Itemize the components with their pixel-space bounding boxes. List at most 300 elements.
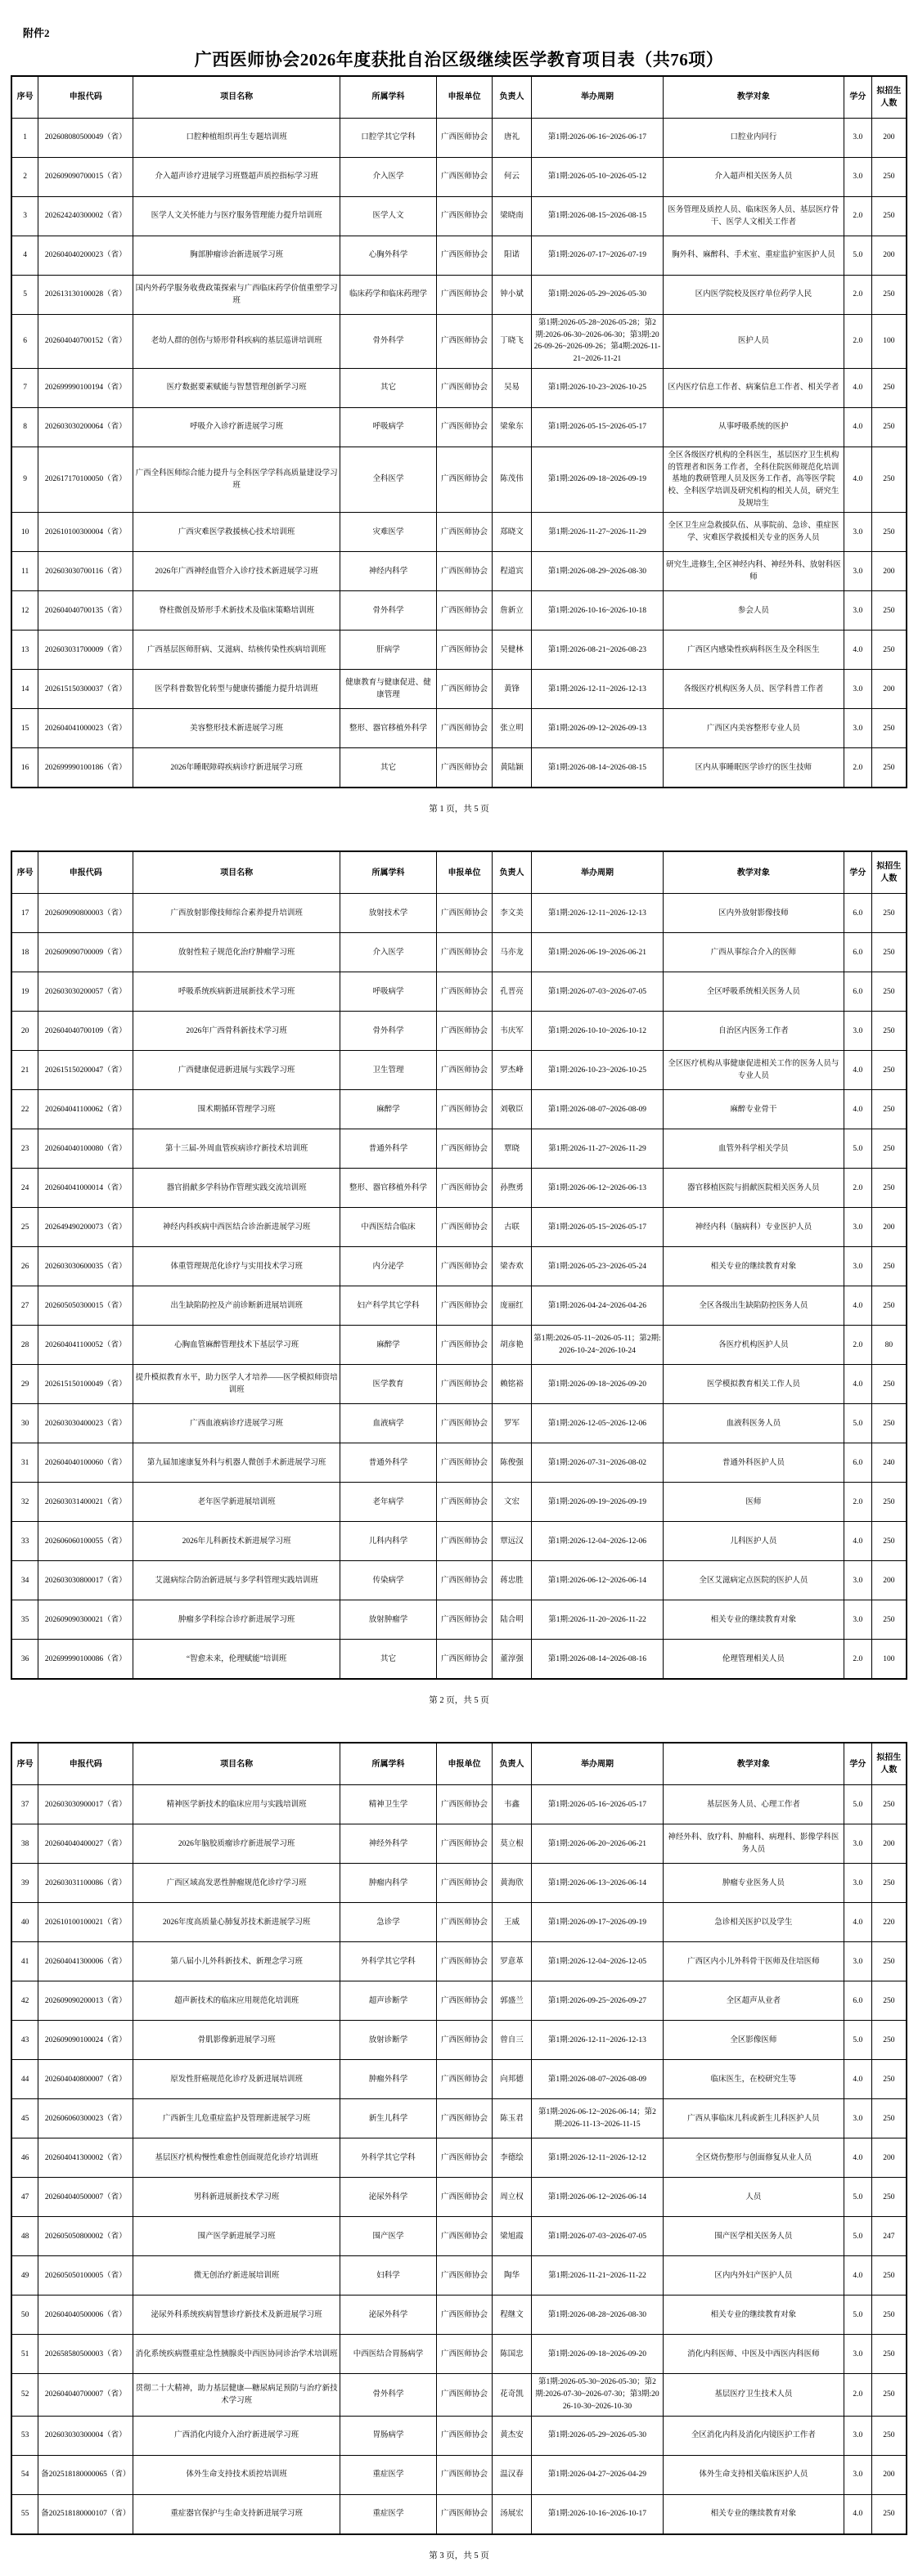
cell-discipline: 新生儿科学: [340, 2099, 436, 2138]
cell-audience: 体外生命支持相关临床医护人员: [663, 2455, 844, 2494]
cell-period: 第1期:2026-11-20~2026-11-22: [532, 1600, 664, 1640]
cell-discipline: 放射技术学: [340, 894, 436, 933]
cell-enrollment: 250: [871, 2416, 907, 2455]
cell-credits: 5.0: [844, 2296, 871, 2335]
table-row: [11, 1483, 907, 1522]
cell-discipline: 超声诊断学: [340, 1981, 436, 2021]
table-row: [11, 1942, 907, 1981]
cell-period: 第1期:2026-08-28~2026-08-30: [532, 2296, 664, 2335]
cell-unit: 广西医师协会: [437, 2494, 493, 2534]
cell-leader: 陶华: [492, 2256, 531, 2296]
cell-no: 29: [11, 1365, 38, 1404]
cell-credits: 3.0: [844, 1247, 871, 1286]
cell-credits: 3.0: [844, 1561, 871, 1600]
cell-unit: 广西医师协会: [437, 236, 493, 276]
page-footer-1: 第 1 页，共 5 页: [429, 805, 489, 815]
cell-name: 精神医学新技术的临床应用与实践培训班: [133, 1785, 340, 1824]
cell-period: 第1期:2026-08-15~2026-08-15: [532, 197, 664, 236]
cell-leader: 梁象东: [492, 407, 531, 447]
cell-code: 202610100100021（省）: [38, 1903, 133, 1942]
cell-no: 40: [11, 1903, 38, 1942]
cell-unit: 广西医师协会: [437, 2416, 493, 2455]
cell-unit: 广西医师协会: [437, 197, 493, 236]
cell-discipline: 老年病学: [340, 1483, 436, 1522]
cell-credits: 3.0: [844, 670, 871, 709]
cell-credits: 2.0: [844, 2374, 871, 2416]
cell-period: 第1期:2026-09-18~2026-09-20: [532, 2335, 664, 2374]
cell-period: 第1期:2026-09-17~2026-09-19: [532, 1903, 664, 1942]
page-block-3: [0, 1742, 918, 2560]
cell-audience: 广西区内感染性疾病科医生及全科医生: [663, 631, 844, 670]
page-block-1: [0, 75, 918, 815]
cell-no: 41: [11, 1942, 38, 1981]
cell-enrollment: 250: [871, 407, 907, 447]
table-row: [11, 2021, 907, 2060]
cell-discipline: 重症医学: [340, 2494, 436, 2534]
cell-credits: 4.0: [844, 631, 871, 670]
cell-audience: 全区卫生应急救援队伍、从事院前、急诊、重症医学、灾难医学救援相关专业的医务人员: [663, 513, 844, 552]
table-row: [11, 1640, 907, 1680]
cell-discipline: 血液病学: [340, 1404, 436, 1443]
cell-period: 第1期:2026-06-13~2026-06-14: [532, 1864, 664, 1903]
cell-code: 202603030700116（省）: [38, 552, 133, 591]
cell-no: 26: [11, 1247, 38, 1286]
cell-enrollment: 250: [871, 158, 907, 197]
cell-enrollment: 250: [871, 1404, 907, 1443]
cell-credits: 2.0: [844, 1483, 871, 1522]
table-row: [11, 2217, 907, 2256]
cell-period: 第1期:2026-06-12~2026-06-14: [532, 1561, 664, 1600]
cell-unit: 广西医师协会: [437, 1404, 493, 1443]
cell-no: 31: [11, 1443, 38, 1483]
cell-credits: 3.0: [844, 552, 871, 591]
cell-name: 呼吸介入诊疗新进展学习班: [133, 407, 340, 447]
cell-name: 国内外药学服务收费政策探索与广西临床药学价值重塑学习班: [133, 276, 340, 315]
cell-discipline: 重症医学: [340, 2455, 436, 2494]
cell-leader: 古联: [492, 1208, 531, 1247]
cell-discipline: 内分泌学: [340, 1247, 436, 1286]
cell-enrollment: 200: [871, 670, 907, 709]
cell-audience: 区内外放射影像技师: [663, 894, 844, 933]
cell-leader: 程道宾: [492, 552, 531, 591]
cell-credits: 5.0: [844, 1404, 871, 1443]
cell-no: 18: [11, 933, 38, 972]
cell-credits: 5.0: [844, 2021, 871, 2060]
cell-enrollment: 250: [871, 1365, 907, 1404]
cell-credits: 3.0: [844, 2455, 871, 2494]
cell-credits: 4.0: [844, 2494, 871, 2534]
cell-code: 202604041100052（省）: [38, 1326, 133, 1365]
col-header-discipline: 所属学科: [340, 76, 436, 119]
cell-enrollment: 250: [871, 2099, 907, 2138]
cell-leader: 陆合明: [492, 1600, 531, 1640]
cell-audience: 研究生,进修生,全区神经内科、神经外科、放射科医师: [663, 552, 844, 591]
table-row: [11, 1169, 907, 1208]
col-header-no: 序号: [11, 76, 38, 119]
cell-unit: 广西医师协会: [437, 1522, 493, 1561]
cell-leader: 汤展宏: [492, 2494, 531, 2534]
table-row: [11, 276, 907, 315]
cell-period: 第1期:2026-05-10~2026-05-12: [532, 158, 664, 197]
cell-unit: 广西医师协会: [437, 1129, 493, 1169]
cell-discipline: 临床药学和临床药理学: [340, 276, 436, 315]
cell-code: 202658580500003（省）: [38, 2335, 133, 2374]
col-header-name: 项目名称: [133, 1743, 340, 1785]
cell-enrollment: 250: [871, 447, 907, 513]
cell-discipline: 灾难医学: [340, 513, 436, 552]
cell-credits: 2.0: [844, 1169, 871, 1208]
table-row: [11, 709, 907, 748]
cell-unit: 广西医师协会: [437, 670, 493, 709]
table-header-row: [11, 851, 907, 894]
cell-leader: 梁晓南: [492, 197, 531, 236]
cell-leader: 吴易: [492, 368, 531, 407]
cell-period: 第1期:2026-07-31~2026-08-02: [532, 1443, 664, 1483]
table-row: [11, 933, 907, 972]
cell-no: 1: [11, 119, 38, 158]
cell-code: 202604040100060（省）: [38, 1443, 133, 1483]
cell-period: 第1期:2026-12-05~2026-12-06: [532, 1404, 664, 1443]
cell-unit: 广西医师协会: [437, 2138, 493, 2178]
cell-name: 心胸血管麻醉管理技术下基层学习班: [133, 1326, 340, 1365]
cell-period: 第1期:2026-09-18~2026-09-20: [532, 1365, 664, 1404]
cell-enrollment: 250: [871, 1169, 907, 1208]
cell-name: 医学科普数智化转型与健康传播能力提升培训班: [133, 670, 340, 709]
cell-period: 第1期:2026-08-29~2026-08-30: [532, 552, 664, 591]
col-header-audience: 教学对象: [663, 851, 844, 894]
cell-name: 胸部肿瘤诊治新进展学习班: [133, 236, 340, 276]
cell-audience: 从事呼吸系统的医护: [663, 407, 844, 447]
cell-leader: 赖铭裕: [492, 1365, 531, 1404]
cell-code: 202604040200023（省）: [38, 236, 133, 276]
cell-enrollment: 220: [871, 1903, 907, 1942]
cell-leader: 郭盛兰: [492, 1981, 531, 2021]
table-row: [11, 591, 907, 631]
cell-discipline: 外科学其它学科: [340, 2138, 436, 2178]
cell-no: 32: [11, 1483, 38, 1522]
cell-no: 33: [11, 1522, 38, 1561]
cell-leader: 程继文: [492, 2296, 531, 2335]
cell-enrollment: 250: [871, 276, 907, 315]
cell-name: 肿瘤多学科综合诊疗新进展学习班: [133, 1600, 340, 1640]
cell-leader: 莫立根: [492, 1824, 531, 1864]
cell-code: 202606060100055（省）: [38, 1522, 133, 1561]
cell-enrollment: 250: [871, 933, 907, 972]
cell-audience: 全区艾滋病定点医院的医护人员: [663, 1561, 844, 1600]
table-row: [11, 2296, 907, 2335]
cell-unit: 广西医师协会: [437, 2060, 493, 2099]
cell-name: 放射性粒子规范化治疗肿瘤学习班: [133, 933, 340, 972]
col-header-leader: 负责人: [492, 1743, 531, 1785]
table-row: [11, 1981, 907, 2021]
cell-no: 35: [11, 1600, 38, 1640]
attachment-label: 附件2: [23, 27, 50, 39]
cell-enrollment: 250: [871, 1942, 907, 1981]
cell-credits: 4.0: [844, 1522, 871, 1561]
table-row: [11, 1286, 907, 1326]
cell-period: 第1期:2026-08-14~2026-08-15: [532, 748, 664, 788]
cell-period: 第1期:2026-10-10~2026-10-12: [532, 1012, 664, 1051]
table-row: [11, 1208, 907, 1247]
cell-no: 37: [11, 1785, 38, 1824]
cell-discipline: 骨外科学: [340, 1012, 436, 1051]
col-header-unit: 申报单位: [437, 851, 493, 894]
cell-audience: 血液科医务人员: [663, 1404, 844, 1443]
col-header-code: 申报代码: [38, 76, 133, 119]
cell-discipline: 泌尿外科学: [340, 2178, 436, 2217]
cell-discipline: 肝病学: [340, 631, 436, 670]
cell-name: 体重管理规范化诊疗与实用技术学习班: [133, 1247, 340, 1286]
cell-period: 第1期:2026-05-29~2026-05-30: [532, 2416, 664, 2455]
cell-discipline: 麻醉学: [340, 1090, 436, 1129]
cell-no: 50: [11, 2296, 38, 2335]
cell-leader: 张立明: [492, 709, 531, 748]
col-header-unit: 申报单位: [437, 1743, 493, 1785]
cell-code: 202605050300015（省）: [38, 1286, 133, 1326]
cell-period: 第1期:2026-12-04~2026-12-06: [532, 1522, 664, 1561]
cell-no: 11: [11, 552, 38, 591]
cell-credits: 2.0: [844, 1640, 871, 1680]
cell-audience: 介入超声相关医务人员: [663, 158, 844, 197]
page-footer-2: 第 2 页，共 5 页: [429, 1696, 489, 1706]
cell-code: 202604040100080（省）: [38, 1129, 133, 1169]
cell-discipline: 医学人文: [340, 197, 436, 236]
cell-name: 医学人文关怀能力与医疗服务管理能力提升培训班: [133, 197, 340, 236]
cell-credits: 2.0: [844, 197, 871, 236]
cell-unit: 广西医师协会: [437, 1247, 493, 1286]
cell-audience: 消化内科医师、中医及中西医内科医师: [663, 2335, 844, 2374]
cell-enrollment: 250: [871, 1522, 907, 1561]
cell-unit: 广西医师协会: [437, 2374, 493, 2416]
cell-unit: 广西医师协会: [437, 119, 493, 158]
table-row: [11, 552, 907, 591]
cell-credits: 2.0: [844, 748, 871, 788]
cell-no: 30: [11, 1404, 38, 1443]
cell-unit: 广西医师协会: [437, 158, 493, 197]
cell-credits: 4.0: [844, 2060, 871, 2099]
cell-audience: 临床医生，在校研究生等: [663, 2060, 844, 2099]
cell-name: 基层医疗机构慢性难愈性创面规范化诊疗培训班: [133, 2138, 340, 2178]
cell-enrollment: 250: [871, 197, 907, 236]
cell-credits: 3.0: [844, 158, 871, 197]
cell-period: 第1期:2026-05-11~2026-05-11；第2期:2026-10-24~2026-10-24: [532, 1326, 664, 1365]
cell-code: 202604041000023（省）: [38, 709, 133, 748]
cell-discipline: 传染病学: [340, 1561, 436, 1600]
cell-leader: 马亦龙: [492, 933, 531, 972]
cell-unit: 广西医师协会: [437, 2099, 493, 2138]
cell-code: 202609090700015（省）: [38, 158, 133, 197]
cell-unit: 广西医师协会: [437, 368, 493, 407]
cell-period: 第1期:2026-06-12~2026-06-14；第2期:2026-11-13~2026-11-15: [532, 2099, 664, 2138]
cell-unit: 广西医师协会: [437, 2455, 493, 2494]
cell-leader: 花奇凯: [492, 2374, 531, 2416]
cell-credits: 3.0: [844, 1600, 871, 1640]
cell-period: 第1期:2026-08-07~2026-08-09: [532, 2060, 664, 2099]
cell-unit: 广西医师协会: [437, 1090, 493, 1129]
cell-leader: 黄杰安: [492, 2416, 531, 2455]
cell-code: 202615150100049（省）: [38, 1365, 133, 1404]
cell-unit: 广西医师协会: [437, 1012, 493, 1051]
cell-name: 出生缺陷防控及产前诊断新进展培训班: [133, 1286, 340, 1326]
table-row: [11, 513, 907, 552]
cell-code: 202604040500006（省）: [38, 2296, 133, 2335]
cell-discipline: 健康教育与健康促进、健康管理: [340, 670, 436, 709]
cell-audience: 区内从事睡眠医学诊疗的医生技师: [663, 748, 844, 788]
cell-name: 原发性肝癌规范化诊疗及新进展培训班: [133, 2060, 340, 2099]
cell-audience: 相关专业的继续教育对象: [663, 2296, 844, 2335]
cell-audience: 区内内外妇产医护人员: [663, 2256, 844, 2296]
cell-no: 8: [11, 407, 38, 447]
cell-code: 202604041100062（省）: [38, 1090, 133, 1129]
cell-code: 202605050100005（省）: [38, 2256, 133, 2296]
cell-unit: 广西医师协会: [437, 2335, 493, 2374]
cell-leader: 黄海欣: [492, 1864, 531, 1903]
cell-period: 第1期:2026-07-03~2026-07-05: [532, 972, 664, 1012]
cell-name: 提升模拟教育水平，助力医学人才培养——医学模拟师资培训班: [133, 1365, 340, 1404]
cell-name: 2026年儿科新技术新进展学习班: [133, 1522, 340, 1561]
cell-name: 微无创治疗新进展培训班: [133, 2256, 340, 2296]
cell-credits: 3.0: [844, 2416, 871, 2455]
cell-discipline: 整形、器官移植外科学: [340, 1169, 436, 1208]
table-row: [11, 1600, 907, 1640]
cell-no: 13: [11, 631, 38, 670]
col-header-period: 举办周期: [532, 851, 664, 894]
cell-no: 24: [11, 1169, 38, 1208]
projects-table-page-3: [11, 1742, 907, 2534]
cell-enrollment: 250: [871, 972, 907, 1012]
cell-audience: 急诊相关医护以及学生: [663, 1903, 844, 1942]
cell-name: 广西血液病诊疗进展学习班: [133, 1404, 340, 1443]
cell-name: 老幼人群的创伤与矫形骨科疾病的基层巡讲培训班: [133, 315, 340, 369]
cell-unit: 广西医师协会: [437, 1942, 493, 1981]
cell-code: 202603030200064（省）: [38, 407, 133, 447]
cell-code: 202604040800007（省）: [38, 2060, 133, 2099]
cell-name: 2026年度高质量心肺复苏技术新进展学习班: [133, 1903, 340, 1942]
cell-enrollment: 247: [871, 2217, 907, 2256]
cell-code: 202609090700009（省）: [38, 933, 133, 972]
cell-audience: 全区呼吸系统相关医务人员: [663, 972, 844, 1012]
col-header-credits: 学分: [844, 851, 871, 894]
cell-audience: 血管外科学相关学员: [663, 1129, 844, 1169]
table-row: [11, 748, 907, 788]
cell-enrollment: 250: [871, 1864, 907, 1903]
cell-code: 202613130100028（省）: [38, 276, 133, 315]
table-row: [11, 1365, 907, 1404]
table-row: [11, 1443, 907, 1483]
cell-enrollment: 200: [871, 119, 907, 158]
cell-discipline: 卫生管理: [340, 1051, 436, 1090]
cell-no: 12: [11, 591, 38, 631]
cell-name: 消化系统疾病暨重症急性胰腺炎中西医协同诊治学术培训班: [133, 2335, 340, 2374]
col-header-discipline: 所属学科: [340, 1743, 436, 1785]
cell-enrollment: 200: [871, 1208, 907, 1247]
cell-no: 16: [11, 748, 38, 788]
cell-unit: 广西医师协会: [437, 894, 493, 933]
cell-enrollment: 200: [871, 2455, 907, 2494]
table-row: [11, 631, 907, 670]
cell-enrollment: 250: [871, 1051, 907, 1090]
cell-unit: 广西医师协会: [437, 1824, 493, 1864]
cell-no: 7: [11, 368, 38, 407]
cell-audience: 全区消化内科及消化内镜医护工作者: [663, 2416, 844, 2455]
cell-audience: 医务管理及质控人员、临床医务人员、基层医疗骨干、医学人文相关工作者: [663, 197, 844, 236]
cell-credits: 4.0: [844, 1903, 871, 1942]
cell-code: 202604041000014（省）: [38, 1169, 133, 1208]
cell-period: 第1期:2026-08-21~2026-08-23: [532, 631, 664, 670]
cell-audience: 麻醉专业骨干: [663, 1090, 844, 1129]
cell-credits: 3.0: [844, 119, 871, 158]
cell-code: 202608080500049（省）: [38, 119, 133, 158]
table-row: [11, 2256, 907, 2296]
cell-period: 第1期:2026-09-25~2026-09-27: [532, 1981, 664, 2021]
cell-code: 202604040700135（省）: [38, 591, 133, 631]
cell-leader: 罗意革: [492, 1942, 531, 1981]
cell-code: 202699990100194（省）: [38, 368, 133, 407]
cell-audience: 全区影像医师: [663, 2021, 844, 2060]
cell-period: 第1期:2026-06-12~2026-06-14: [532, 2178, 664, 2217]
cell-period: 第1期:2026-04-27~2026-04-29: [532, 2455, 664, 2494]
cell-credits: 2.0: [844, 1326, 871, 1365]
cell-leader: 詹新立: [492, 591, 531, 631]
cell-enrollment: 240: [871, 1443, 907, 1483]
cell-name: 神经内科疾病中西医结合诊治新进展学习班: [133, 1208, 340, 1247]
cell-leader: 覃远汉: [492, 1522, 531, 1561]
cell-leader: 罗杰峰: [492, 1051, 531, 1090]
cell-enrollment: 250: [871, 1483, 907, 1522]
projects-table-page-2: [11, 850, 907, 1680]
cell-no: 54: [11, 2455, 38, 2494]
table-row: [11, 2455, 907, 2494]
cell-credits: 4.0: [844, 1365, 871, 1404]
cell-enrollment: 200: [871, 552, 907, 591]
cell-no: 19: [11, 972, 38, 1012]
cell-discipline: 泌尿外科学: [340, 2296, 436, 2335]
cell-discipline: 急诊学: [340, 1903, 436, 1942]
cell-enrollment: 250: [871, 1247, 907, 1286]
cell-leader: 陈国忠: [492, 2335, 531, 2374]
cell-audience: 区内医疗信息工作者、病案信息工作者、相关学者: [663, 368, 844, 407]
cell-period: 第1期:2026-06-19~2026-06-21: [532, 933, 664, 972]
table-row: [11, 2416, 907, 2455]
col-header-name: 项目名称: [133, 76, 340, 119]
cell-discipline: 肿瘤内科学: [340, 1864, 436, 1903]
cell-code: 202603031400021（省）: [38, 1483, 133, 1522]
cell-no: 51: [11, 2335, 38, 2374]
cell-no: 17: [11, 894, 38, 933]
cell-no: 52: [11, 2374, 38, 2416]
projects-table-page-1: [11, 75, 907, 788]
cell-credits: 3.0: [844, 1012, 871, 1051]
cell-discipline: 麻醉学: [340, 1326, 436, 1365]
cell-discipline: 介入医学: [340, 933, 436, 972]
cell-enrollment: 250: [871, 1129, 907, 1169]
cell-leader: 覃晓: [492, 1129, 531, 1169]
cell-code: 202605050800002（省）: [38, 2217, 133, 2256]
cell-unit: 广西医师协会: [437, 1051, 493, 1090]
col-header-discipline: 所属学科: [340, 851, 436, 894]
cell-no: 10: [11, 513, 38, 552]
cell-name: 介入超声诊疗进展学习班暨超声质控指标学习班: [133, 158, 340, 197]
cell-credits: 3.0: [844, 591, 871, 631]
col-header-enrollment: 拟招生人数: [871, 851, 907, 894]
cell-credits: 4.0: [844, 1286, 871, 1326]
cell-period: 第1期:2026-04-24~2026-04-26: [532, 1286, 664, 1326]
table-row: [11, 407, 907, 447]
cell-unit: 广西医师协会: [437, 709, 493, 748]
table-row: [11, 197, 907, 236]
table-row: [11, 2099, 907, 2138]
cell-period: 第1期:2026-10-23~2026-10-25: [532, 1051, 664, 1090]
